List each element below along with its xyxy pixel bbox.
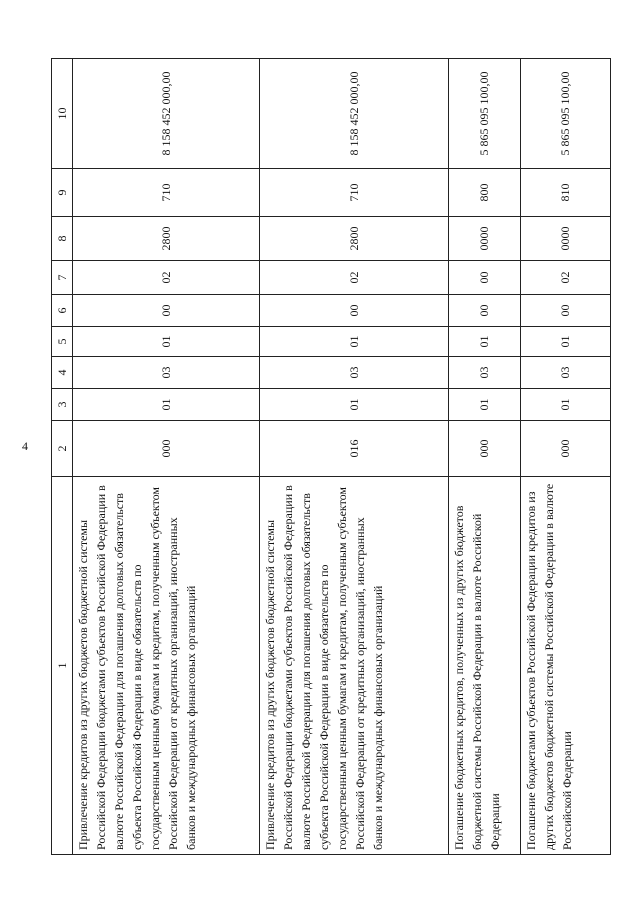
code-cell: 01 xyxy=(73,327,260,357)
header-cell: 7 xyxy=(52,261,73,295)
table-row xyxy=(260,59,449,855)
row-description: Погашение бюджетных кредитов, полученных из других бюджетов бюджетной системы Российской Федерации в валюте Российской Федерации xyxy=(449,477,521,855)
page-number: 4 xyxy=(22,439,28,453)
code-cell: 03 xyxy=(449,357,521,389)
code-cell: 0000 xyxy=(521,217,611,261)
header-cell: 1 xyxy=(52,477,73,855)
code-cell: 02 xyxy=(73,261,260,295)
code-cell: 01 xyxy=(521,327,611,357)
code-cell: 01 xyxy=(449,327,521,357)
amount-cell: 8 158 452 000,00 xyxy=(73,59,260,169)
code-cell: 03 xyxy=(73,357,260,389)
amount-cell: 5 865 095 100,00 xyxy=(449,59,521,169)
header-cell: 3 xyxy=(52,389,73,421)
row-description: Погашение бюджетами субъектов Российской Федерации кредитов из других бюджетов бюджетной системы Российской Федерации в валюте Российской Федерации xyxy=(521,477,611,855)
code-cell: 01 xyxy=(260,389,449,421)
header-cell: 4 xyxy=(52,357,73,389)
header-cell: 2 xyxy=(52,421,73,477)
code-cell: 02 xyxy=(260,261,449,295)
amount-cell: 8 158 452 000,00 xyxy=(260,59,449,169)
code-cell: 00 xyxy=(449,295,521,327)
code-cell: 710 xyxy=(73,169,260,217)
header-cell: 10 xyxy=(52,59,73,169)
code-cell: 03 xyxy=(260,357,449,389)
row-description: Привлечение кредитов из других бюджетов бюджетной системы Российской Федерации бюджетами субъектов Российской Федерации в валюте Российской Федерации для погашения долговых обязательств субъекта Российской Федерации в виде обязательств по государственным ценным бумагам и кредитам, полученным субъектом Российской Федерации от кредитных организаций, иностранных банков и международных финансовых организаций xyxy=(73,477,260,855)
code-cell: 000 xyxy=(73,421,260,477)
code-cell: 01 xyxy=(449,389,521,421)
code-cell: 016 xyxy=(260,421,449,477)
budget-table xyxy=(51,58,611,855)
header-cell: 8 xyxy=(52,217,73,261)
code-cell: 810 xyxy=(521,169,611,217)
code-cell: 01 xyxy=(73,389,260,421)
code-cell: 0000 xyxy=(449,217,521,261)
code-cell: 00 xyxy=(521,295,611,327)
code-cell: 2800 xyxy=(73,217,260,261)
code-cell: 03 xyxy=(521,357,611,389)
table-row xyxy=(449,59,521,855)
header-row xyxy=(52,59,73,855)
header-cell: 5 xyxy=(52,327,73,357)
code-cell: 710 xyxy=(260,169,449,217)
code-cell: 00 xyxy=(73,295,260,327)
code-cell: 00 xyxy=(449,261,521,295)
code-cell: 800 xyxy=(449,169,521,217)
rotated-table-container xyxy=(51,59,611,855)
row-description: Привлечение кредитов из других бюджетов бюджетной системы Российской Федерации бюджетами субъектов Российской Федерации в валюте Российской Федерации для погашения долговых обязательств субъекта Российской Федерации в виде обязательств по государственным ценным бумагам и кредитам, полученным субъектом Российской Федерации от кредитных организаций, иностранных банков и международных финансовых организаций xyxy=(260,477,449,855)
header-cell: 9 xyxy=(52,169,73,217)
table-row xyxy=(73,59,260,855)
code-cell: 01 xyxy=(521,389,611,421)
amount-cell: 5 865 095 100,00 xyxy=(521,59,611,169)
code-cell: 01 xyxy=(260,327,449,357)
code-cell: 00 xyxy=(260,295,449,327)
code-cell: 02 xyxy=(521,261,611,295)
code-cell: 000 xyxy=(449,421,521,477)
code-cell: 2800 xyxy=(260,217,449,261)
table-row xyxy=(521,59,611,855)
code-cell: 000 xyxy=(521,421,611,477)
header-cell: 6 xyxy=(52,295,73,327)
